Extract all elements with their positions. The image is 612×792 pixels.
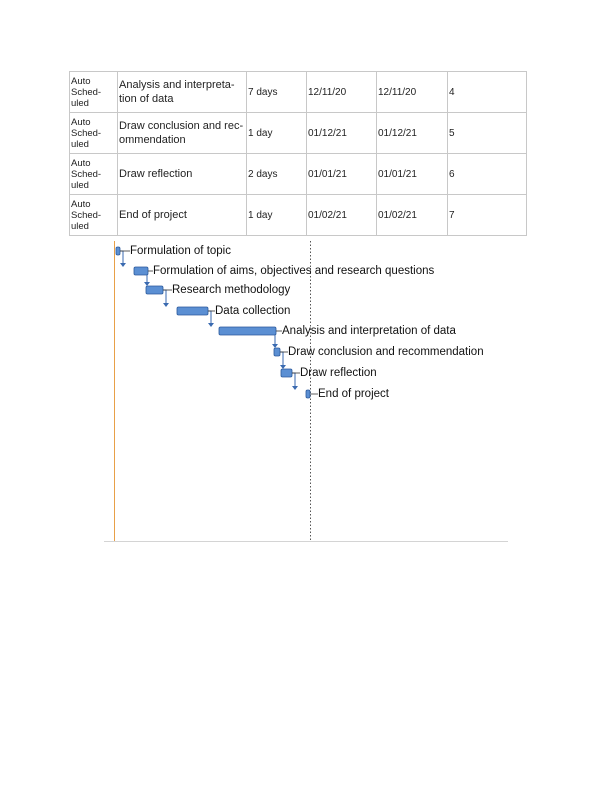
gantt-task-label: Research methodology	[172, 284, 291, 296]
task-start-cell: 01/12/21	[307, 113, 377, 154]
task-name-cell: Draw reflection	[118, 154, 247, 195]
table-row	[70, 113, 527, 154]
gantt-bar	[219, 327, 276, 335]
gantt-task-label: Draw conclusion and recommendation	[288, 346, 484, 358]
gantt-bar	[274, 348, 280, 356]
gantt-bar	[116, 247, 120, 255]
task-duration-cell: 2 days	[247, 154, 307, 195]
task-mode-cell: Auto Sched- uled	[70, 154, 118, 195]
dependency-link	[280, 352, 283, 366]
gantt-bar	[146, 286, 163, 294]
gantt-task-label: End of project	[318, 388, 389, 400]
task-mode-cell: Auto Sched- uled	[70, 72, 118, 113]
task-name-cell: Draw conclusion and rec-ommendation	[118, 113, 247, 154]
dependency-arrowhead	[280, 365, 286, 369]
task-start-cell: 12/11/20	[307, 72, 377, 113]
task-start-cell: 01/02/21	[307, 195, 377, 236]
dependency-link	[120, 251, 123, 264]
task-table	[69, 71, 527, 236]
task-duration-cell: 1 day	[247, 195, 307, 236]
gantt-bar	[306, 390, 310, 398]
task-id-cell: 4	[448, 72, 527, 113]
dependency-link	[163, 290, 166, 304]
dependency-arrowhead	[272, 344, 278, 348]
dependency-arrowhead	[163, 303, 169, 307]
task-id-cell: 5	[448, 113, 527, 154]
task-finish-cell: 12/11/20	[377, 72, 448, 113]
task-mode-cell: Auto Sched- uled	[70, 195, 118, 236]
gantt-task-label: Formulation of aims, objectives and research questions	[153, 265, 435, 277]
task-start-cell: 01/01/21	[307, 154, 377, 195]
table-row	[70, 154, 527, 195]
table-row	[70, 72, 527, 113]
dependency-arrowhead	[208, 323, 214, 327]
gantt-bar	[177, 307, 208, 315]
task-name-cell: End of project	[118, 195, 247, 236]
gantt-bottom-border	[104, 541, 508, 542]
task-finish-cell: 01/01/21	[377, 154, 448, 195]
task-duration-cell: 7 days	[247, 72, 307, 113]
task-id-cell: 7	[448, 195, 527, 236]
task-name-cell: Analysis and interpreta-tion of data	[118, 72, 247, 113]
task-mode-cell: Auto Sched- uled	[70, 113, 118, 154]
dependency-link	[208, 311, 211, 324]
gantt-task-label: Formulation of topic	[130, 245, 231, 257]
task-id-cell: 6	[448, 154, 527, 195]
gantt-task-label: Analysis and interpretation of data	[282, 325, 456, 337]
gantt-task-label: Draw reflection	[300, 367, 377, 379]
task-finish-cell: 01/12/21	[377, 113, 448, 154]
gantt-task-label: Data collection	[215, 305, 291, 317]
dependency-arrowhead	[120, 263, 126, 267]
dependency-link	[292, 373, 295, 387]
task-finish-cell: 01/02/21	[377, 195, 448, 236]
table-row	[70, 195, 527, 236]
dependency-arrowhead	[144, 282, 150, 286]
gantt-bar	[134, 267, 148, 275]
dependency-arrowhead	[292, 386, 298, 390]
task-duration-cell: 1 day	[247, 113, 307, 154]
gantt-bar	[281, 369, 292, 377]
gantt-chart	[104, 241, 508, 542]
